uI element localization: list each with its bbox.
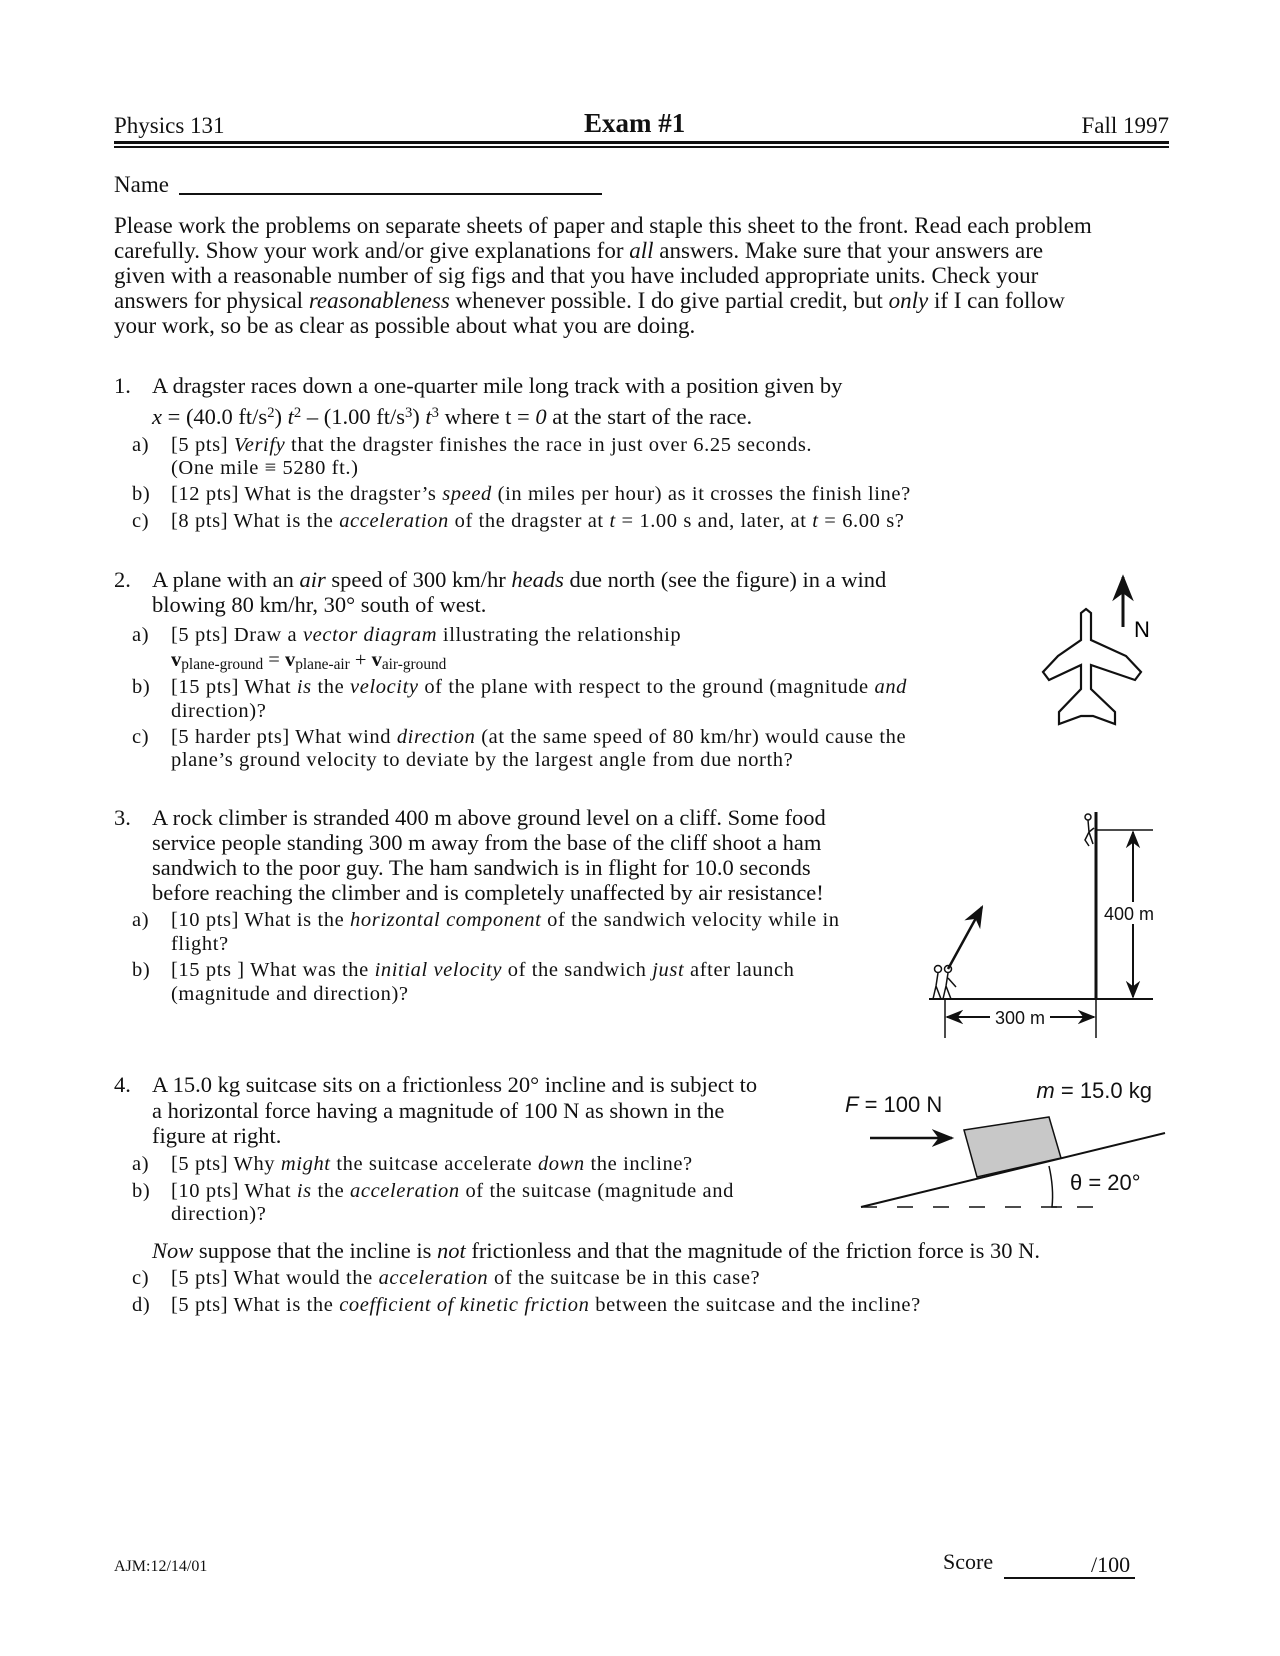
exam-title: Exam #1 — [584, 108, 686, 138]
text-run: of the sandwich velocity while in — [541, 909, 840, 931]
text-run: A rock climber is stranded 400 m above ground level on a cliff. Some food — [152, 805, 826, 830]
part-letter: c) — [132, 510, 150, 532]
text-run: [5 pts] Draw a — [171, 624, 303, 646]
text-run: [15 pts ] What was the — [171, 959, 375, 981]
text-run: air-ground — [381, 656, 447, 673]
part-letter: a) — [132, 1153, 150, 1175]
north-label: N — [1134, 617, 1150, 642]
text-run: = (40.0 ft/s — [162, 404, 268, 429]
text-run: coefficient of kinetic friction — [339, 1294, 590, 1316]
text-run: where t = — [438, 404, 536, 429]
text-run: plane-air — [295, 656, 350, 673]
text-run: (in miles per hour) as it crosses the finish line? — [491, 483, 911, 505]
text-run: A 15.0 kg suitcase sits on a frictionless 20° incline and is subject to — [152, 1072, 758, 1097]
text-run: direction — [396, 726, 476, 748]
text-run: direction)? — [171, 1203, 267, 1225]
text-run: a horizontal force having a magnitude of 100 N as shown in the — [152, 1098, 725, 1123]
text-run: down — [537, 1153, 585, 1175]
text-run: only — [888, 288, 929, 313]
force-label — [845, 1092, 942, 1117]
text-run: the — [311, 1180, 351, 1202]
text-run: service people standing 300 m away from the base of the cliff shoot a ham — [152, 830, 822, 855]
text-run: initial velocity — [374, 959, 503, 981]
footer-code: AJM:12/14/01 — [114, 1558, 208, 1575]
text-run: might — [280, 1153, 331, 1175]
text-run: your work, so be as clear as possible about what you are doing. — [114, 313, 696, 338]
text-run: if I can follow — [928, 288, 1065, 313]
text-run: between the suitcase and the incline? — [589, 1294, 921, 1316]
text-run: heads — [511, 567, 564, 592]
text-run: 0 — [535, 404, 547, 429]
text-run: air — [299, 567, 326, 592]
text-run: of the suitcase (magnitude and — [459, 1180, 734, 1202]
text-run: of the dragster at — [448, 510, 610, 532]
part-letter: b) — [132, 1180, 151, 1202]
text-run: horizontal component — [350, 909, 542, 931]
text-run: direction)? — [171, 700, 267, 722]
text-run: reasonableness — [308, 288, 450, 313]
text-run: ) — [412, 404, 426, 429]
text-run: at the start of the race. — [546, 404, 753, 429]
part-letter: c) — [132, 1267, 150, 1289]
text-run: Now — [152, 1238, 194, 1263]
text-run: [10 pts] What is the — [171, 909, 351, 931]
text-run: figure at right. — [152, 1123, 282, 1148]
text-run: [5 harder pts] What wind — [171, 726, 397, 748]
text-run: vector diagram — [302, 624, 438, 646]
text-run: Please work the problems on separate sheets of paper and staple this sheet to the front. Read each problem — [114, 213, 1092, 238]
text-run: answers. Make sure that your answers are — [653, 238, 1044, 263]
text-run: (One mile ≡ 5280 ft.) — [171, 457, 359, 479]
text-run: 2 — [293, 405, 302, 421]
part-letter: d) — [132, 1294, 151, 1316]
height-label: 400 m — [1104, 904, 1155, 924]
question-number: 2. — [114, 567, 131, 592]
text-run: and — [874, 676, 908, 698]
text-run: blowing 80 km/hr, 30° south of west. — [152, 592, 487, 617]
text-run: x — [152, 404, 162, 429]
text-run: (magnitude and direction)? — [171, 983, 409, 1005]
text-run: 3 — [431, 405, 439, 421]
text-run: t — [287, 404, 294, 429]
text-run: of the plane with respect to the ground (magnitude — [418, 676, 875, 698]
text-run: is — [296, 1180, 312, 1202]
climber-icon — [1085, 814, 1094, 846]
text-run: is — [296, 676, 312, 698]
text-run: of the sandwich — [502, 959, 653, 981]
text-run: ) — [274, 404, 288, 429]
text-run: flight? — [171, 933, 229, 955]
text-run: before reaching the climber and is completely unaffected by air resistance! — [152, 880, 824, 905]
text-run: all — [629, 238, 654, 263]
text-run: the suitcase accelerate — [330, 1153, 538, 1175]
term-label: Fall 1997 — [1081, 113, 1169, 138]
text-run: suppose that the incline is — [193, 1238, 437, 1263]
angle-arc — [1049, 1166, 1062, 1207]
people-icon — [933, 966, 956, 1000]
force-value: = 100 N — [858, 1092, 943, 1117]
plane-figure — [1043, 577, 1150, 724]
part-letter: b) — [132, 959, 151, 981]
text-run: of the suitcase be in this case? — [488, 1267, 761, 1289]
text-run: t — [812, 510, 819, 532]
angle-label: θ = 20° — [1070, 1170, 1141, 1195]
airplane-icon — [1043, 609, 1141, 724]
text-run: given with a reasonable number of sig figs and that you have included appropriate units. Check your — [114, 263, 1039, 288]
text-run: [5 pts] — [171, 434, 234, 456]
text-run: 2 — [267, 405, 275, 421]
name-label: Name — [114, 172, 169, 197]
launch-velocity-arrow — [948, 907, 982, 969]
text-run: after launch — [684, 959, 795, 981]
text-run: speed — [442, 483, 492, 505]
text-run: carefully. Show your work and/or give explanations for — [114, 238, 630, 263]
course-label: Physics 131 — [114, 113, 225, 138]
cliff-figure — [929, 812, 1160, 1038]
text-run: answers for physical — [114, 288, 309, 313]
text-run: [5 pts] What would the — [171, 1267, 379, 1289]
text-run: acceleration — [378, 1267, 489, 1289]
mass-variable: m — [1036, 1078, 1055, 1103]
mass-value: = 15.0 kg — [1054, 1078, 1152, 1103]
text-run: acceleration — [350, 1180, 460, 1202]
text-run: that the dragster finishes the race in just over 6.25 seconds. — [285, 434, 813, 456]
force-variable: F — [845, 1092, 859, 1117]
text-run: whenever possible. I do give partial credit, but — [449, 288, 889, 313]
part-letter: b) — [132, 676, 151, 698]
score-total: /100 — [1091, 1552, 1131, 1577]
text-run: Verify — [233, 434, 286, 456]
text-run: speed of 300 km/hr — [325, 567, 512, 592]
text-run: plane-ground — [181, 656, 264, 673]
score-label: Score — [943, 1549, 994, 1574]
text-run: [12 pts] What is the dragster’s — [171, 483, 443, 505]
question-number: 4. — [114, 1072, 131, 1097]
text-run: = 6.00 s? — [818, 510, 905, 532]
question-number: 3. — [114, 805, 131, 830]
text-run: sandwich to the poor guy. The ham sandwich is in flight for 10.0 seconds — [152, 855, 811, 880]
text-run: t — [609, 510, 616, 532]
text-run: [5 pts] What is the — [171, 1294, 340, 1316]
part-letter: a) — [132, 434, 150, 456]
text-run: due north (see the figure) in a wind — [563, 567, 887, 592]
part-letter: c) — [132, 726, 150, 748]
text-run: 3 — [404, 405, 413, 421]
text-run: = — [263, 649, 285, 671]
text-run: illustrating the relationship — [437, 624, 682, 646]
text-run: A plane with an — [152, 567, 300, 592]
text-run: + — [349, 649, 372, 671]
text-run: velocity — [350, 676, 419, 698]
text-run: [8 pts] What is the — [171, 510, 340, 532]
suitcase-box — [964, 1117, 1061, 1177]
text-run: just — [652, 959, 685, 981]
text-run: (at the same speed of 80 km/hr) would cause the — [475, 726, 907, 748]
part-letter: a) — [132, 909, 150, 931]
text-run: – (1.00 ft/s — [301, 404, 405, 429]
text-run: [10 pts] What — [171, 1180, 297, 1202]
mass-label — [1036, 1078, 1152, 1103]
text-run: v — [284, 649, 296, 671]
text-run: t — [425, 404, 432, 429]
text-run: the — [311, 676, 351, 698]
part-letter: b) — [132, 483, 151, 505]
part-letter: a) — [132, 624, 150, 646]
text-run: = 1.00 s and, later, at — [615, 510, 813, 532]
text-run: [15 pts] What — [171, 676, 297, 698]
text-run: [5 pts] Why — [171, 1153, 281, 1175]
text-run: A dragster races down a one-quarter mile long track with a position given by — [152, 373, 843, 398]
text-run: v — [171, 649, 182, 671]
distance-label: 300 m — [995, 1008, 1046, 1028]
text-run: not — [436, 1238, 466, 1263]
text-run: plane’s ground velocity to deviate by the largest angle from due north? — [171, 749, 794, 771]
text-run: the incline? — [584, 1153, 693, 1175]
text-run: frictionless and that the magnitude of the friction force is 30 N. — [465, 1238, 1040, 1263]
text-run: acceleration — [339, 510, 449, 532]
question-number: 1. — [114, 373, 131, 398]
text-run: v — [371, 649, 382, 671]
